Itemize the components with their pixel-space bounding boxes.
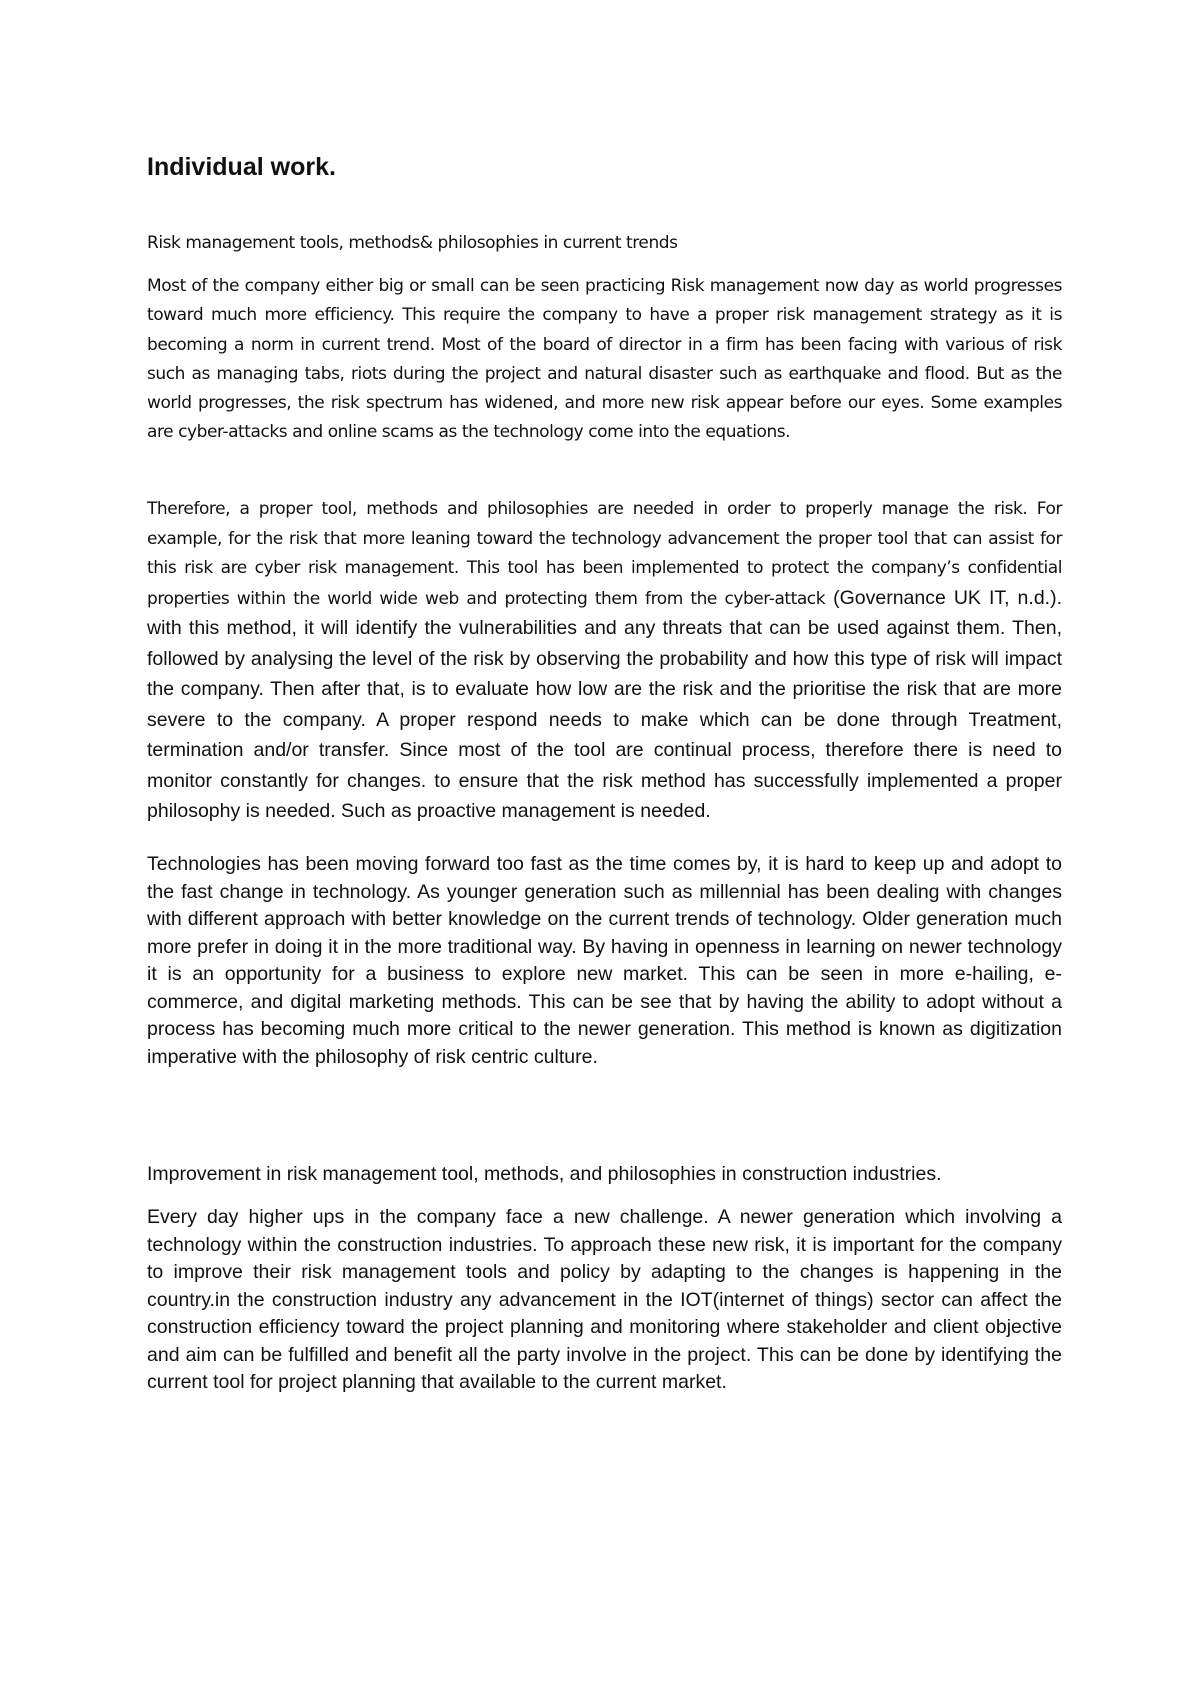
document-page: [147, 0, 1062, 1698]
paragraph2-arial-part: (Governance UK IT, n.d.). with this method, it will identify the vulnerabilities and any threats that can be used against them. Then, followed by analysing the level of the risk by observing the probability and how this type of risk will impact the company. Then after that, is to evaluate how low are the risk and the prioritise the risk that are more severe to the company. A proper respond needs to make which can be done through Treatment, termination and/or transfer. Since most of the tool are continual process, therefore there is need to monitor constantly for changes. to ensure that the risk method has successfully implemented a proper philosophy is needed. Such as proactive management is needed.: [147, 586, 1062, 822]
paragraph2-calibri-part: Therefore, a proper tool, methods and philosophies are needed in order to properly manage the risk. For example, for the risk that more leaning toward the technology advancement the proper tool that can assist for this risk are cyber risk management. This tool has been implemented to protect the company’s confidential properties within the world wide web and protecting them from the cyber-attack: [147, 499, 1062, 609]
section1-paragraph2: [147, 495, 1062, 828]
document-title: Individual work.: [147, 153, 336, 181]
section2-heading: Improvement in risk management tool, methods, and philosophies in construction industries.: [147, 1163, 942, 1185]
section1-paragraph1: Most of the company either big or small can be seen practicing Risk management now day as world progresses toward much more efficiency. This require the company to have a proper risk management strategy as it is becoming a norm in current trend. Most of the board of director in a firm has been facing with various of risk such as managing tabs, riots during the project and natural disaster such as earthquake and flood. But as the world progresses, the risk spectrum has widened, and more new risk appear before our eyes. Some examples are cyber-attacks and online scams as the technology come into the equations.: [147, 276, 1062, 443]
section1-heading: Risk management tools, methods& philosophies in current trends: [147, 233, 678, 253]
section1-paragraph3: Technologies has been moving forward too fast as the time comes by, it is hard to keep up and adopt to the fast change in technology. As younger generation such as millennial has been dealing with changes with different approach with better knowledge on the current trends of technology. Older generation much more prefer in doing it in the more traditional way. By having in openness in learning on newer technology it is an opportunity for a business to explore new market. This can be seen in more e-hailing, e-commerce, and digital marketing methods. This can be see that by having the ability to adopt without a process has becoming much more critical to the newer generation. This method is known as digitization imperative with the philosophy of risk centric culture.: [147, 853, 1062, 1068]
section2-paragraph1: Every day higher ups in the company face a new challenge. A newer generation which involving a technology within the construction industries. To approach these new risk, it is important for the company to improve their risk management tools and policy by adapting to the changes is happening in the country.in the construction industry any advancement in the IOT(internet of things) sector can affect the construction efficiency toward the project planning and monitoring where stakeholder and client objective and aim can be fulfilled and benefit all the party involve in the project. This can be done by identifying the current tool for project planning that available to the current market.: [147, 1206, 1062, 1393]
